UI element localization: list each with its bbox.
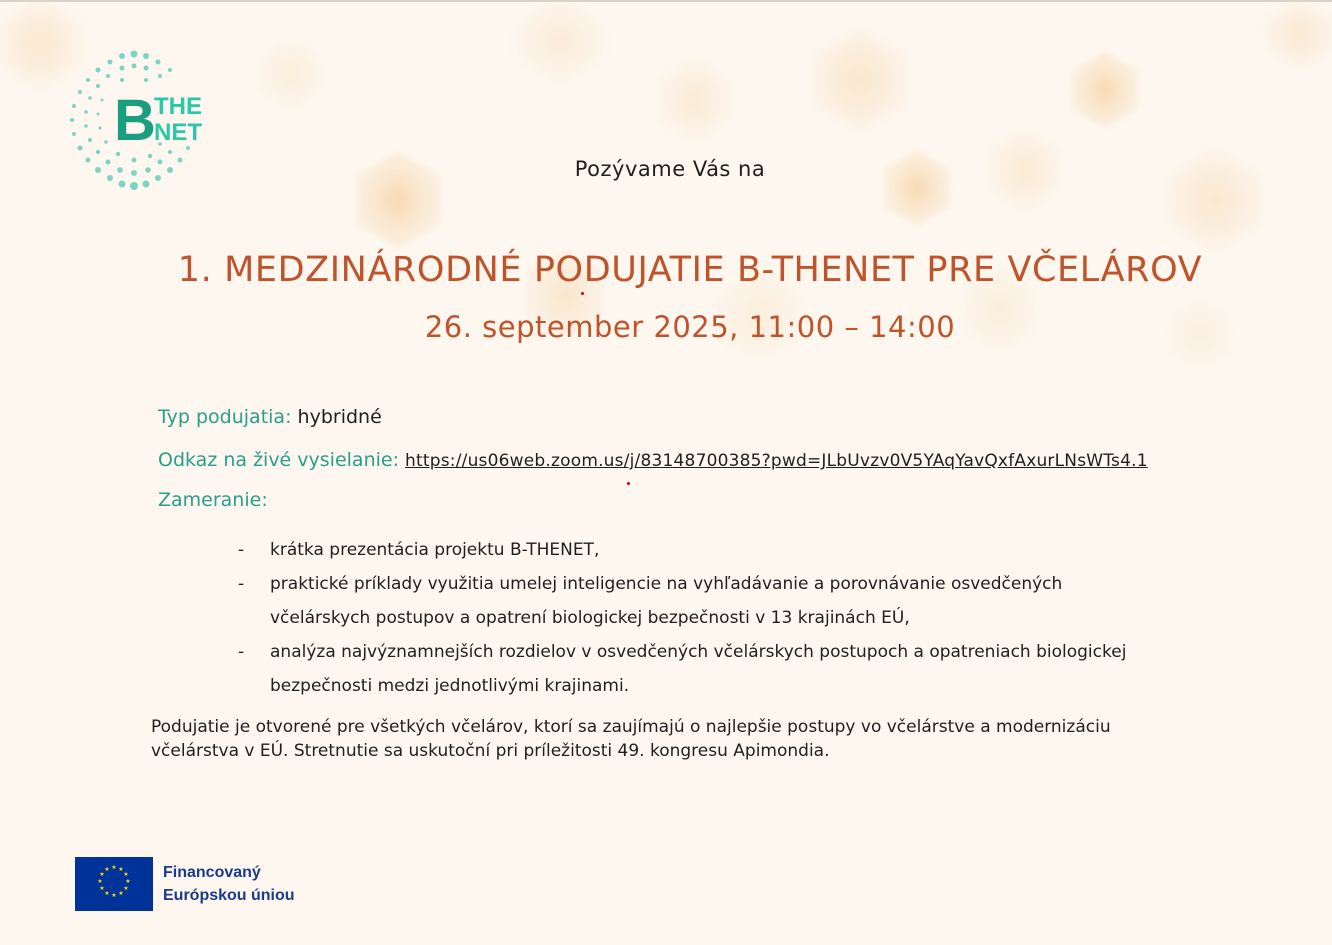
svg-text:★: ★ [123, 885, 129, 892]
hexagon [815, 30, 905, 130]
hexagon [1268, 0, 1332, 68]
red-marker [581, 292, 584, 295]
logo-letter-b: B [114, 88, 156, 153]
hexagon [520, 0, 600, 82]
list-item-text: krátka prezentácia projektu B-THENET, [270, 540, 600, 560]
hexagon [660, 60, 730, 140]
focus-label: Zameranie: [158, 489, 268, 511]
stream-link[interactable]: https://us06web.zoom.us/j/83148700385?pwd=JLbUvzv0V5YAqYavQxfAxurLNsWTs4.1 [405, 451, 1148, 471]
list-item [238, 567, 1218, 635]
list-item [238, 533, 1218, 567]
stream-label: Odkaz na živé vysielanie: [158, 449, 399, 471]
focus-row [158, 489, 268, 511]
list-dash: - [238, 540, 245, 560]
list-item-text: praktické príklady využitia umelej inteligencie na vyhľadávanie a porovnávanie osvedčených [270, 574, 1063, 594]
svg-text:★: ★ [104, 866, 110, 873]
eu-funding-text [163, 861, 295, 907]
focus-list [238, 533, 1218, 703]
svg-text:★: ★ [104, 890, 110, 897]
invite-text: Pozývame Vás na [574, 157, 766, 181]
paragraph-line: Podujatie je otvorené pre všetkých včelárov, ktorí sa zaujímajú o najlepšie postupy vo včelárstve a modernizáciu [151, 717, 1111, 737]
svg-text:★: ★ [123, 871, 129, 878]
logo-text-the: THE [154, 93, 202, 120]
svg-text:★: ★ [111, 892, 117, 899]
svg-text:★: ★ [118, 890, 124, 897]
list-item-text: analýza najvýznamnejších rozdielov v osvedčených včelárskych postupoch a opatreniach biologickej [270, 642, 1127, 662]
svg-text:★: ★ [125, 878, 131, 885]
stream-row [158, 449, 1148, 471]
info-paragraph [151, 715, 1221, 763]
paragraph-line: včelárstva v EÚ. Stretnutie sa uskutoční pri príležitosti 49. kongresu Apimondia. [151, 741, 830, 761]
svg-text:★: ★ [111, 864, 117, 871]
list-dash: - [238, 574, 245, 594]
event-type-label: Typ podujatia: [158, 406, 292, 428]
eu-funding-line2: Európskou úniou [163, 887, 295, 904]
event-title: 1. MEDZINÁRODNÉ PODUJATIE B-THENET PRE VČELÁROV [177, 250, 1203, 290]
event-type-value: hybridné [297, 406, 382, 428]
logo-text-net: NET [154, 119, 202, 146]
svg-text:★: ★ [99, 871, 105, 878]
red-marker [627, 482, 630, 485]
eu-flag-icon [75, 857, 153, 911]
eu-funding-line1: Financovaný [163, 864, 261, 881]
svg-text:★: ★ [118, 866, 124, 873]
hexagon [1072, 52, 1138, 128]
event-type-row [158, 406, 382, 428]
hexagon [260, 40, 320, 108]
svg-text:★: ★ [97, 878, 103, 885]
list-item-text-cont: včelárskych postupov a opatrení biologickej bezpečnosti v 13 krajinách EÚ, [270, 608, 910, 628]
list-item [238, 635, 1218, 703]
list-dash: - [238, 642, 245, 662]
event-date: 26. september 2025, 11:00 – 14:00 [424, 310, 956, 344]
list-item-text-cont: bezpečnosti medzi jednotlivými krajinami. [270, 676, 630, 696]
svg-text:★: ★ [99, 885, 105, 892]
